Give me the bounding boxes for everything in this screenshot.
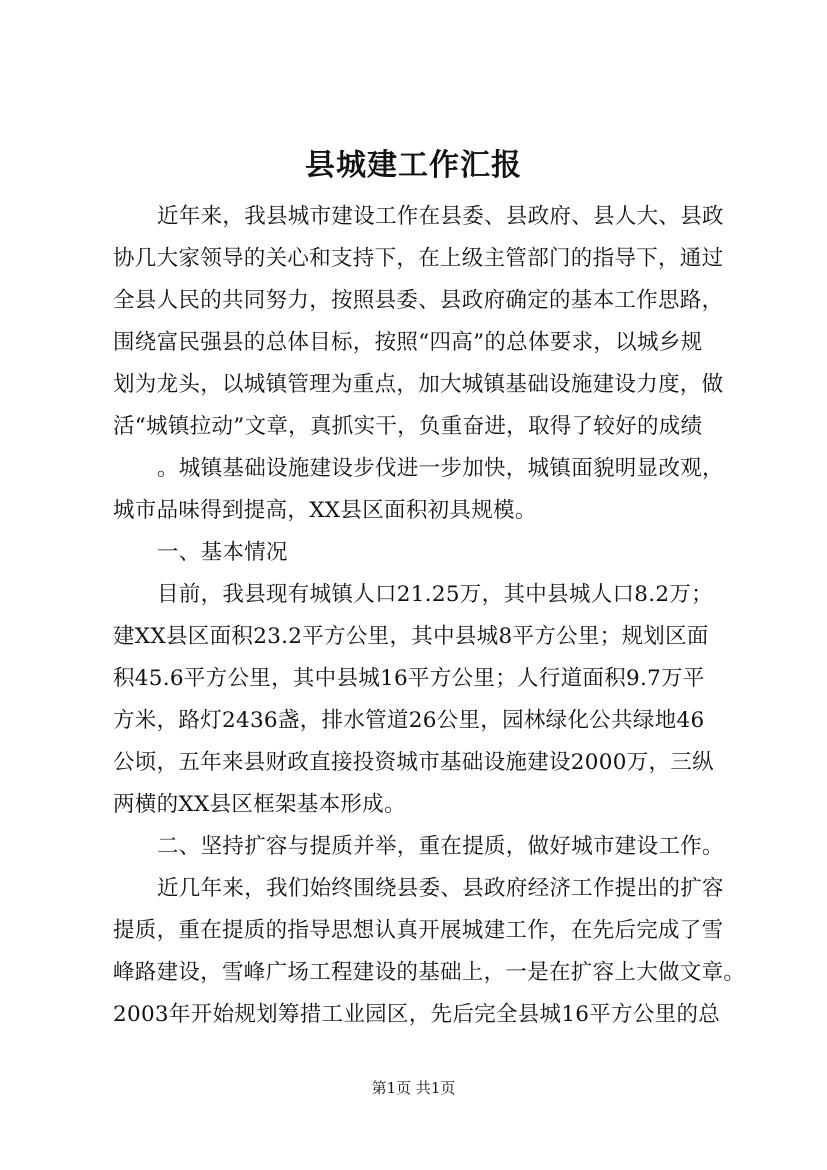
text-line: 积45.6平方公里，其中县城16平方公里；人行道面积9.7万平 — [113, 666, 705, 691]
text-line: 。城镇基础设施建设步伐进一步加快，城镇面貌明显改观， — [157, 456, 724, 481]
page-footer: 第1页 共1页 — [371, 1079, 456, 1097]
document-title: 县城建工作汇报 — [305, 148, 522, 183]
text-line: 两横的XX县区框架基本形成。 — [113, 792, 406, 817]
text-line: 建XX县区面积23.2平方公里，其中县城8平方公里；规划区面 — [113, 624, 709, 649]
text-line: 划为龙头，以城镇管理为重点，加大城镇基础设施建设力度，做 — [113, 372, 724, 397]
text-line: 目前，我县现有城镇人口21.25万，其中县城人口8.2万； — [157, 582, 713, 607]
document-body — [113, 196, 746, 1036]
text-line: 峰路建设，雪峰广场工程建设的基础上，一是在扩容上大做文章。 — [113, 960, 746, 985]
text-line: 提质，重在提质的指导思想认真开展城建工作，在先后完成了雪 — [113, 918, 724, 943]
text-line: 全县人民的共同努力，按照县委、县政府确定的基本工作思路， — [113, 288, 724, 313]
text-line: 围绕富民强县的总体目标，按照“四高”的总体要求，以城乡规 — [113, 330, 703, 355]
text-line: 活“城镇拉动”文章，真抓实干，负重奋进，取得了较好的成绩 — [113, 414, 703, 439]
section-heading: 二、坚持扩容与提质并举，重在提质，做好城市建设工作。 — [157, 834, 724, 859]
text-line: 近几年来，我们始终围绕县委、县政府经济工作提出的扩容 — [157, 876, 724, 901]
text-line: 方米，路灯2436盏，排水管道26公里，园林绿化公共绿地46 — [113, 708, 705, 733]
text-line: 协几大家领导的关心和支持下，在上级主管部门的指导下，通过 — [113, 246, 724, 271]
text-line: 近年来，我县城市建设工作在县委、县政府、县人大、县政 — [157, 204, 724, 229]
text-line: 公顷，五年来县财政直接投资城市基础设施建设2000万，三纵 — [113, 750, 714, 775]
text-line: 2003年开始规划筹措工业园区，先后完全县城16平方公里的总 — [113, 1002, 721, 1027]
section-heading: 一、基本情况 — [157, 540, 288, 565]
text-line: 城市品味得到提高，XX县区面积初具规模。 — [113, 498, 537, 523]
